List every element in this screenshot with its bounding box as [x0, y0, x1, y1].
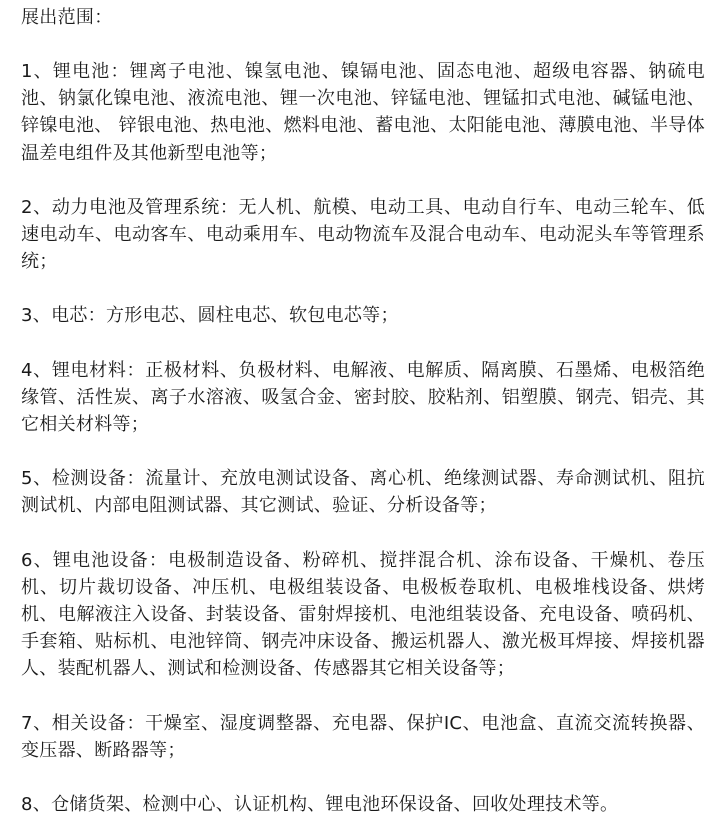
section-content: 方形电芯、圆柱电芯、软包电芯等； — [105, 305, 399, 327]
section-content: 电极制造设备、粉碎机、搅拌混合机、涂布设备、干燥机、卷压机、切片裁切设备、冲压机、电极组装设备、电极板卷取机、电极堆栈设备、烘烤机、电解液注入设备、封装设备、雷射焊接机、电池组装设备、充电设备、喷码机、手套箱、贴标机、电池锌筒、钢壳冲床设备、搬运机器人、激光极耳焊接、焊接机器人、装配机器人、测试和检测设备、传感器其它相关设备等； — [21, 549, 705, 680]
scope-section-storage-and-services — [21, 791, 705, 818]
section-content: 干燥室、湿度调整器、充电器、保护IC、电池盒、直流交流转换器、变压器、断路器等； — [21, 712, 705, 761]
section-content: 锂离子电池、镍氢电池、镍镉电池、固态电池、超级电容器、钠硫电池、钠氯化镍电池、液流电池、锂一次电池、锌锰电池、锂锰扣式电池、碱锰电池、锌镍电池、 锌银电池、热电池、燃料电池、蓄电池、太阳能电池、薄膜电池、半导体温差电组件及其他新型电池等； — [21, 61, 705, 164]
section-number: 4、 — [21, 359, 52, 381]
section-content: 无人机、航模、电动工具、电动自行车、电动三轮车、低速电动车、电动客车、电动乘用车、电动物流车及混合电动车、电动泥头车等管理系统； — [21, 196, 706, 273]
section-number: 6、 — [21, 549, 53, 571]
section-label: 相关设备： — [51, 712, 146, 734]
section-number: 8、 — [21, 794, 52, 816]
section-number: 3、 — [21, 305, 52, 327]
section-label: 动力电池及管理系统： — [51, 196, 239, 218]
scope-section-cells — [21, 302, 705, 329]
scope-section-lithium-batteries — [21, 58, 705, 167]
section-number: 2、 — [21, 196, 52, 218]
section-label: 锂电池设备： — [52, 549, 169, 571]
section-label: 检测设备： — [51, 468, 146, 490]
page-title: 展出范围： — [21, 7, 113, 28]
scope-section-power-batteries — [21, 194, 705, 276]
section-number: 7、 — [21, 712, 52, 734]
section-label: 锂电池： — [52, 61, 130, 82]
section-label: 电芯： — [51, 305, 106, 327]
scope-section-battery-equipment — [21, 547, 705, 683]
section-content: 流量计、充放电测试设备、离心机、绝缘测试器、寿命测试机、阻抗测试机、内部电阻测试器、其它测试、验证、分析设备等； — [21, 468, 706, 517]
section-number: 5、 — [21, 468, 52, 490]
scope-section-related-equipment — [21, 710, 705, 764]
section-content: 仓储货架、检测中心、认证机构、锂电池环保设备、回收处理技术等。 — [51, 794, 619, 816]
section-content: 正极材料、负极材料、电解液、电解质、隔离膜、石墨烯、电极箔绝缘管、活性炭、离子水溶液、吸氢合金、密封胶、胶粘剂、铝塑膜、钢壳、铝壳、其它相关材料等； — [21, 359, 706, 436]
scope-section-testing-equipment — [21, 465, 705, 519]
scope-section-materials — [21, 357, 705, 439]
section-number: 1、 — [21, 61, 53, 82]
section-label: 锂电材料： — [51, 359, 146, 381]
